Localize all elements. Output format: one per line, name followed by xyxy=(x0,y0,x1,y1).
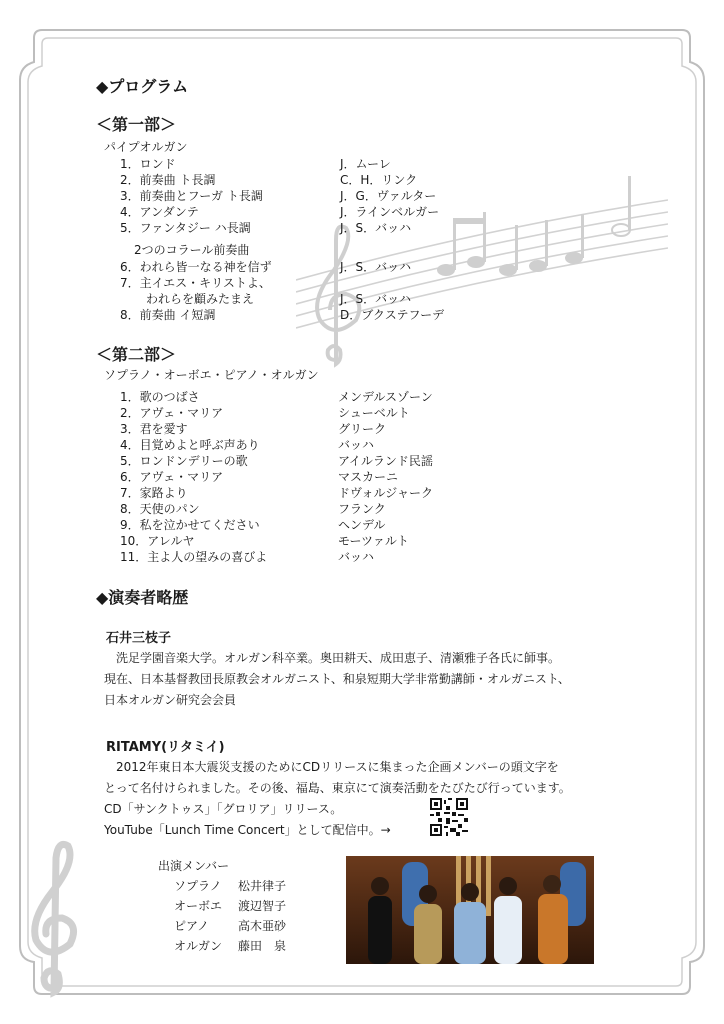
member-role: ピアノ xyxy=(174,919,210,933)
composer: アイルランド民謡 xyxy=(338,454,433,468)
composer: グリーク xyxy=(338,422,387,436)
person-name: 石井三枝子 xyxy=(106,631,172,646)
composer: ヘンデル xyxy=(338,518,386,532)
composer: J．ラインベルガー xyxy=(340,205,440,219)
youtube-line: YouTube「Lunch Time Concert」として配信中。→ xyxy=(104,823,391,837)
composer: J．G．ヴァルター xyxy=(340,189,437,203)
list-item: 8．前奏曲 イ短調 xyxy=(120,308,216,322)
part1-instrument: パイプオルガン xyxy=(104,140,188,154)
member-name: 藤田 泉 xyxy=(238,939,287,953)
treble-clef-icon xyxy=(26,838,86,998)
composer: D．ブクステフーデ xyxy=(340,308,445,322)
group-line: とって名付けられました。その後、福島、東京にて演奏活動をたびたび行っています。 xyxy=(104,781,571,795)
member-role: ソプラノ xyxy=(174,879,222,893)
members-heading: 出演メンバー xyxy=(158,859,230,873)
program-heading: ◆プログラム xyxy=(96,77,189,96)
composer: J．S．バッハ xyxy=(340,221,412,235)
composer: フランク xyxy=(338,502,386,516)
list-item: 6．われら皆一なる神を信ず xyxy=(120,260,272,274)
group-line: CD「サンクトゥス」「グロリア」リリース。 xyxy=(104,802,343,816)
chorale-heading: 2つのコラール前奏曲 xyxy=(134,243,250,257)
list-item: 1．歌のつばさ xyxy=(120,390,200,404)
group-name: RITAMY(リタミイ) xyxy=(106,740,225,755)
composer: J．ムーレ xyxy=(340,157,391,171)
member-name: 松井律子 xyxy=(238,879,287,893)
composer: J．S．バッハ xyxy=(340,260,412,274)
part2-title: ＜第二部＞ xyxy=(96,345,177,364)
member-role: オーボエ xyxy=(174,899,223,913)
list-item: 5．ファンタジー ハ長調 xyxy=(120,221,251,235)
member-role: オルガン xyxy=(174,939,223,953)
composer: バッハ xyxy=(338,550,375,564)
list-item: 9．私を泣かせてください xyxy=(120,518,260,532)
list-item: 11．主よ人の望みの喜びよ xyxy=(120,550,268,564)
profile-line: 日本オルガン研究会会員 xyxy=(104,693,237,707)
list-item: われらを顧みたまえ xyxy=(146,292,255,306)
composer: モーツァルト xyxy=(338,534,409,548)
list-item: 3．君を愛す xyxy=(120,422,188,436)
list-item: 3．前奏曲とフーガ ト長調 xyxy=(120,189,263,203)
list-item: 4．アンダンテ xyxy=(120,205,199,219)
profile-heading: ◆演奏者略歴 xyxy=(96,588,189,607)
composer: メンデルスゾーン xyxy=(338,390,433,404)
list-item: 2．アヴェ・マリア xyxy=(120,406,224,420)
composer: ドヴォルジャーク xyxy=(338,486,433,500)
composer: マスカーニ xyxy=(338,470,399,484)
list-item: 7．主イエス・キリストよ、 xyxy=(120,276,271,290)
qr-code[interactable] xyxy=(430,798,468,836)
list-item: 2．前奏曲 ト長調 xyxy=(120,173,216,187)
group-line: 2012年東日本大震災支援のためにCDリリースに集まった企画メンバーの頭文字を xyxy=(104,760,559,774)
composer: C．H．リンク xyxy=(340,173,418,187)
part2-instrument: ソプラノ・オーボエ・ピアノ・オルガン xyxy=(104,368,319,382)
member-name: 高木亜砂 xyxy=(238,919,287,933)
profile-line: 洗足学園音楽大学。オルガン科卒業。奥田耕天、成田恵子、清瀬雅子各氏に師事。 xyxy=(104,651,561,665)
list-item: 8．天使のパン xyxy=(120,502,200,516)
composer: バッハ xyxy=(338,438,375,452)
composer: シューベルト xyxy=(338,406,410,420)
list-item: 7．家路より xyxy=(120,486,188,500)
list-item: 4．目覚めよと呼ぶ声あり xyxy=(120,438,260,452)
list-item: 6．アヴェ・マリア xyxy=(120,470,224,484)
list-item: 10．アレルヤ xyxy=(120,534,195,548)
group-photo xyxy=(346,856,594,964)
list-item: 1．ロンド xyxy=(120,157,176,171)
part1-title: ＜第一部＞ xyxy=(96,115,177,134)
profile-line: 現在、日本基督教団長原教会オルガニスト、和泉短期大学非常勤講師・オルガニスト、 xyxy=(104,672,570,686)
list-item: 5．ロンドンデリーの歌 xyxy=(120,454,248,468)
member-name: 渡辺智子 xyxy=(238,899,287,913)
composer: J．S．バッハ xyxy=(340,292,412,306)
